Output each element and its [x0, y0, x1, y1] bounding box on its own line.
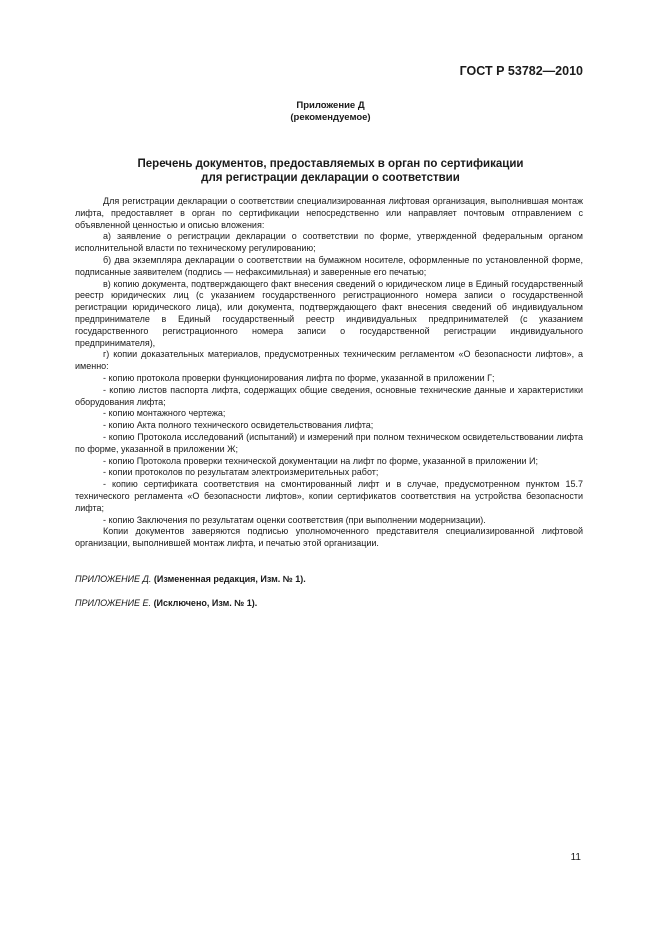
note-d-text: (Измененная редакция, Изм. № 1). — [153, 574, 306, 584]
section-heading-line1: Перечень документов, предоставляемых в орган по сертификации — [137, 158, 524, 170]
page-number: 11 — [570, 852, 581, 863]
list-item-a: а) заявление о регистрации декларации о соответствии по форме, утвержденной федеральным органом исполнительной власти по техническому регулированию; — [75, 231, 583, 254]
note-appendix-e — [75, 598, 257, 608]
appendix-status: (рекомендуемое) — [290, 112, 371, 123]
section-heading-line2: для регистрации декларации о соответствии — [201, 172, 460, 184]
dash-item: - копию протокола проверки функционирования лифта по форме, указанной в приложении Г; — [103, 372, 495, 383]
dash-item: - копию листов паспорта лифта, содержащих общие сведения, основные технические данные и характеристики оборудования лифта; — [75, 384, 583, 407]
list-item-v: в) копию документа, подтверждающего факт внесения сведений о юридическом лице в Единый государственный реестр юридических лиц (с указанием государственного регистрационного номера записи о государственной регистрации юридического лица), или документа, подтверждающего факт внесения сведений об индивидуальном предпринимателе в Единый государственный реестр индивидуальных предпринимателей (с указанием государственного регистрационного номера записи о государственной регистрации индивидуального предпринимателя), — [75, 278, 583, 348]
dash-item: - копию Заключения по результатам оценки соответствия (при выполнении модернизации). — [103, 514, 486, 525]
dash-item: - копию Акта полного технического освидетельствования лифта; — [103, 420, 374, 431]
dash-item: - копию сертификата соответствия на смонтированный лифт и в случае, предусмотренном пунктом 15.7 технического регламента «О безопасности лифтов», копии сертификатов соответствия на устройства безопасности лифта; — [75, 479, 583, 513]
section-heading — [0, 157, 661, 185]
appendix-title: Приложение Д — [296, 100, 365, 111]
standard-number: ГОСТ Р 53782—2010 — [459, 64, 583, 78]
note-appendix-d — [75, 574, 306, 584]
dash-item: - копию Протокола исследований (испытаний) и измерений при полном техническом освидетельствовании лифта по форме, указанной в приложении Ж; — [75, 431, 583, 454]
dash-item: - копии протоколов по результатам электроизмерительных работ; — [103, 467, 379, 478]
note-e-text: (Исключено, Изм. № 1). — [153, 598, 258, 608]
intro-paragraph: Для регистрации декларации о соответствии специализированная лифтовая организация, выполнившая монтаж лифта, предоставляет в орган по сертификации непосредственно или направляет почтовым отправлением с объявленной ценностью и описью вложения: — [75, 196, 583, 230]
list-item-b: б) два экземпляра декларации о соответствии на бумажном носителе, оформленные по установленной форме, подписанные заявителем (подпись — нефаксимильная) и заверенные его печатью; — [75, 254, 583, 277]
closing-paragraph: Копии документов заверяются подписью уполномоченного представителя специализированной лифтовой организации, выполнившей монтаж лифта, и печатью этой организации. — [75, 526, 583, 549]
note-d-label: ПРИЛОЖЕНИЕ Д. — [75, 574, 152, 584]
document-body — [75, 196, 583, 550]
note-e-label: ПРИЛОЖЕНИЕ Е. — [75, 598, 152, 608]
dash-item: - копию Протокола проверки технической документации на лифт по форме, указанной в приложении И; — [103, 455, 539, 466]
list-item-g: г) копии доказательных материалов, предусмотренных техническим регламентом «О безопасности лифтов», а именно: — [75, 349, 583, 372]
dash-item: - копию монтажного чертежа; — [103, 408, 226, 419]
